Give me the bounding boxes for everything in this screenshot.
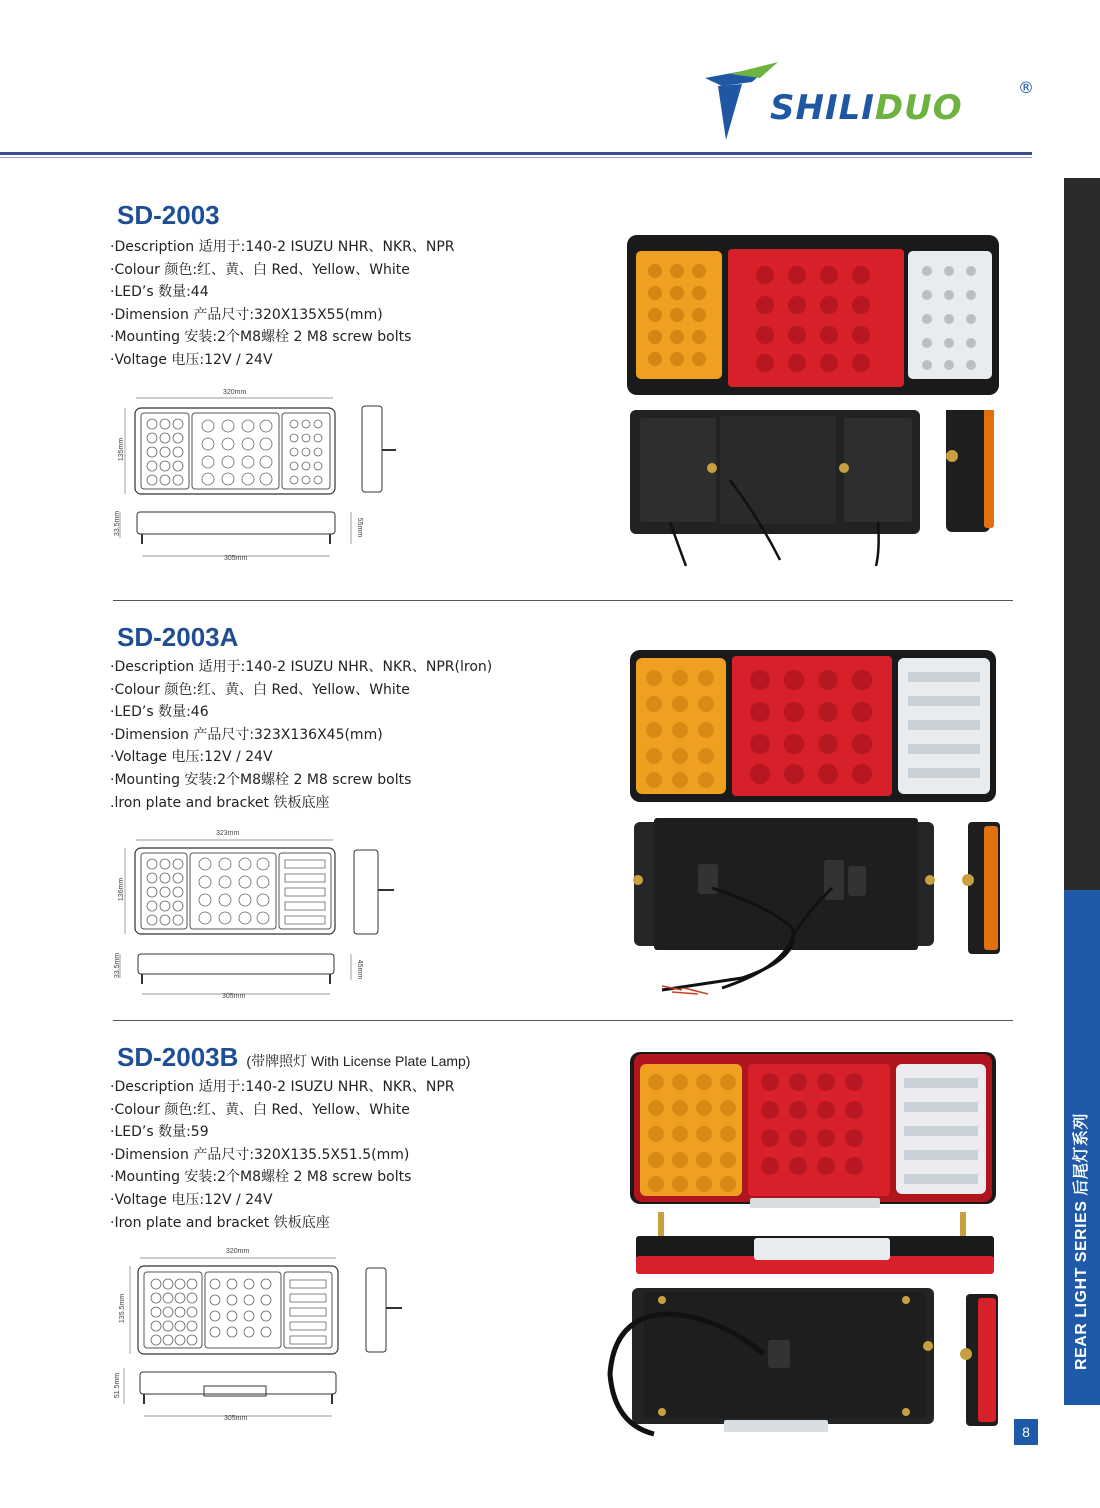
product-photo-back-sd2003b xyxy=(604,1284,1000,1440)
spec-iron-plate: .lron plate and bracket 铁板底座 xyxy=(110,794,330,811)
dim-height: 135mm xyxy=(118,437,126,462)
spec-list-sd2003a xyxy=(110,656,492,814)
spec-leds: ·LED’s 数量:46 xyxy=(110,704,209,721)
spec-mounting: ·Mounting 安装:2个M8螺栓 2 M8 screw bolts xyxy=(110,329,412,346)
spec-description: ·Description 适用于:140-2 ISUZU NHR、NKR、NPR xyxy=(110,239,455,255)
spec-list-sd2003 xyxy=(110,236,455,372)
product-title-sd2003a: SD-2003A xyxy=(117,622,239,652)
product-photo-front-sd2003 xyxy=(627,235,999,395)
technical-drawing-sd2003b xyxy=(108,1244,408,1430)
header-rule-thin xyxy=(0,157,1032,158)
spec-mounting: ·Mounting 安装:2个M8螺栓 2 M8 screw bolts xyxy=(110,1169,412,1186)
spec-colour: ·Colour 颜色:红、黄、白 Red、Yellow、White xyxy=(110,681,410,698)
product-subtitle: (带牌照灯 With License Plate Lamp) xyxy=(246,1053,471,1069)
dim-base: 305mm xyxy=(224,555,248,562)
spec-list-sd2003b xyxy=(110,1076,455,1234)
dim-width: 320mm xyxy=(226,1248,250,1255)
spec-dimension: ·Dimension 产品尺寸:323X136X45(mm) xyxy=(110,726,383,743)
spec-mounting: ·Mounting 安装:2个M8螺栓 2 M8 screw bolts xyxy=(110,771,412,788)
section-divider xyxy=(113,600,1013,601)
spec-colour: ·Colour 颜色:红、黄、白 Red、Yellow、White xyxy=(110,1101,410,1118)
dim-depth-left: 51.5mm xyxy=(114,1372,122,1399)
spec-colour: ·Colour 颜色:红、黄、白 Red、Yellow、White xyxy=(110,261,410,278)
dim-depth-left: 33.5mm xyxy=(114,510,122,537)
product-photo-front-sd2003a xyxy=(630,650,996,802)
brand-logo xyxy=(700,60,1040,150)
spec-leds: ·LED’s 数量:59 xyxy=(110,1124,209,1141)
header-rule xyxy=(0,152,1032,155)
product-photo-back-sd2003a xyxy=(632,818,1000,1002)
brand-name: SHILIDUO xyxy=(770,88,963,128)
dim-height: 136mm xyxy=(118,877,126,902)
spec-description: ·Description 适用于:140-2 ISUZU NHR、NKR、NPR xyxy=(110,1079,455,1095)
dim-depth-left: 33.5mm xyxy=(114,952,122,979)
page-number: 8 xyxy=(1014,1419,1038,1445)
dim-width: 323mm xyxy=(216,830,240,837)
dim-base: 305mm xyxy=(222,993,246,1000)
dim-height: 135.5mm xyxy=(119,1293,127,1324)
registered-mark: ® xyxy=(1018,78,1034,97)
spec-voltage: ·Voltage 电压:12V / 24V xyxy=(110,1191,273,1208)
product-title-sd2003: SD-2003 xyxy=(117,200,220,230)
product-photo-front-sd2003b xyxy=(630,1050,996,1210)
section-divider xyxy=(113,1020,1013,1021)
technical-drawing-sd2003 xyxy=(108,384,408,570)
product-photo-back-sd2003 xyxy=(630,410,1000,570)
spec-dimension: ·Dimension 产品尺寸:320X135X55(mm) xyxy=(110,306,383,323)
dim-depth-right: 55mm xyxy=(356,517,364,538)
dim-depth-right: 45mm xyxy=(356,959,364,980)
spec-voltage: ·Voltage 电压:12V / 24V xyxy=(110,749,273,766)
product-title-sd2003b: SD-2003B (带牌照灯 With License Plate Lamp) xyxy=(117,1042,471,1072)
spec-iron-plate: ·Iron plate and bracket 铁板底座 xyxy=(110,1214,330,1231)
side-tab-label: REAR LIGHT SERIES 后尾灯系列 xyxy=(1073,1113,1090,1370)
product-photo-side-sd2003b xyxy=(634,1212,996,1278)
spec-description: ·Description 适用于:140-2 ISUZU NHR、NKR、NPR(lron) xyxy=(110,659,493,675)
side-tab-dark xyxy=(1064,178,1100,890)
dim-width: 320mm xyxy=(223,389,247,396)
spec-dimension: ·Dimension 产品尺寸:320X135.5X51.5(mm) xyxy=(110,1146,410,1163)
brand-mark-icon xyxy=(700,60,780,150)
spec-voltage: ·Voltage 电压:12V / 24V xyxy=(110,351,273,368)
spec-leds: ·LED’s 数量:44 xyxy=(110,284,209,301)
dim-base: 305mm xyxy=(224,1415,248,1422)
